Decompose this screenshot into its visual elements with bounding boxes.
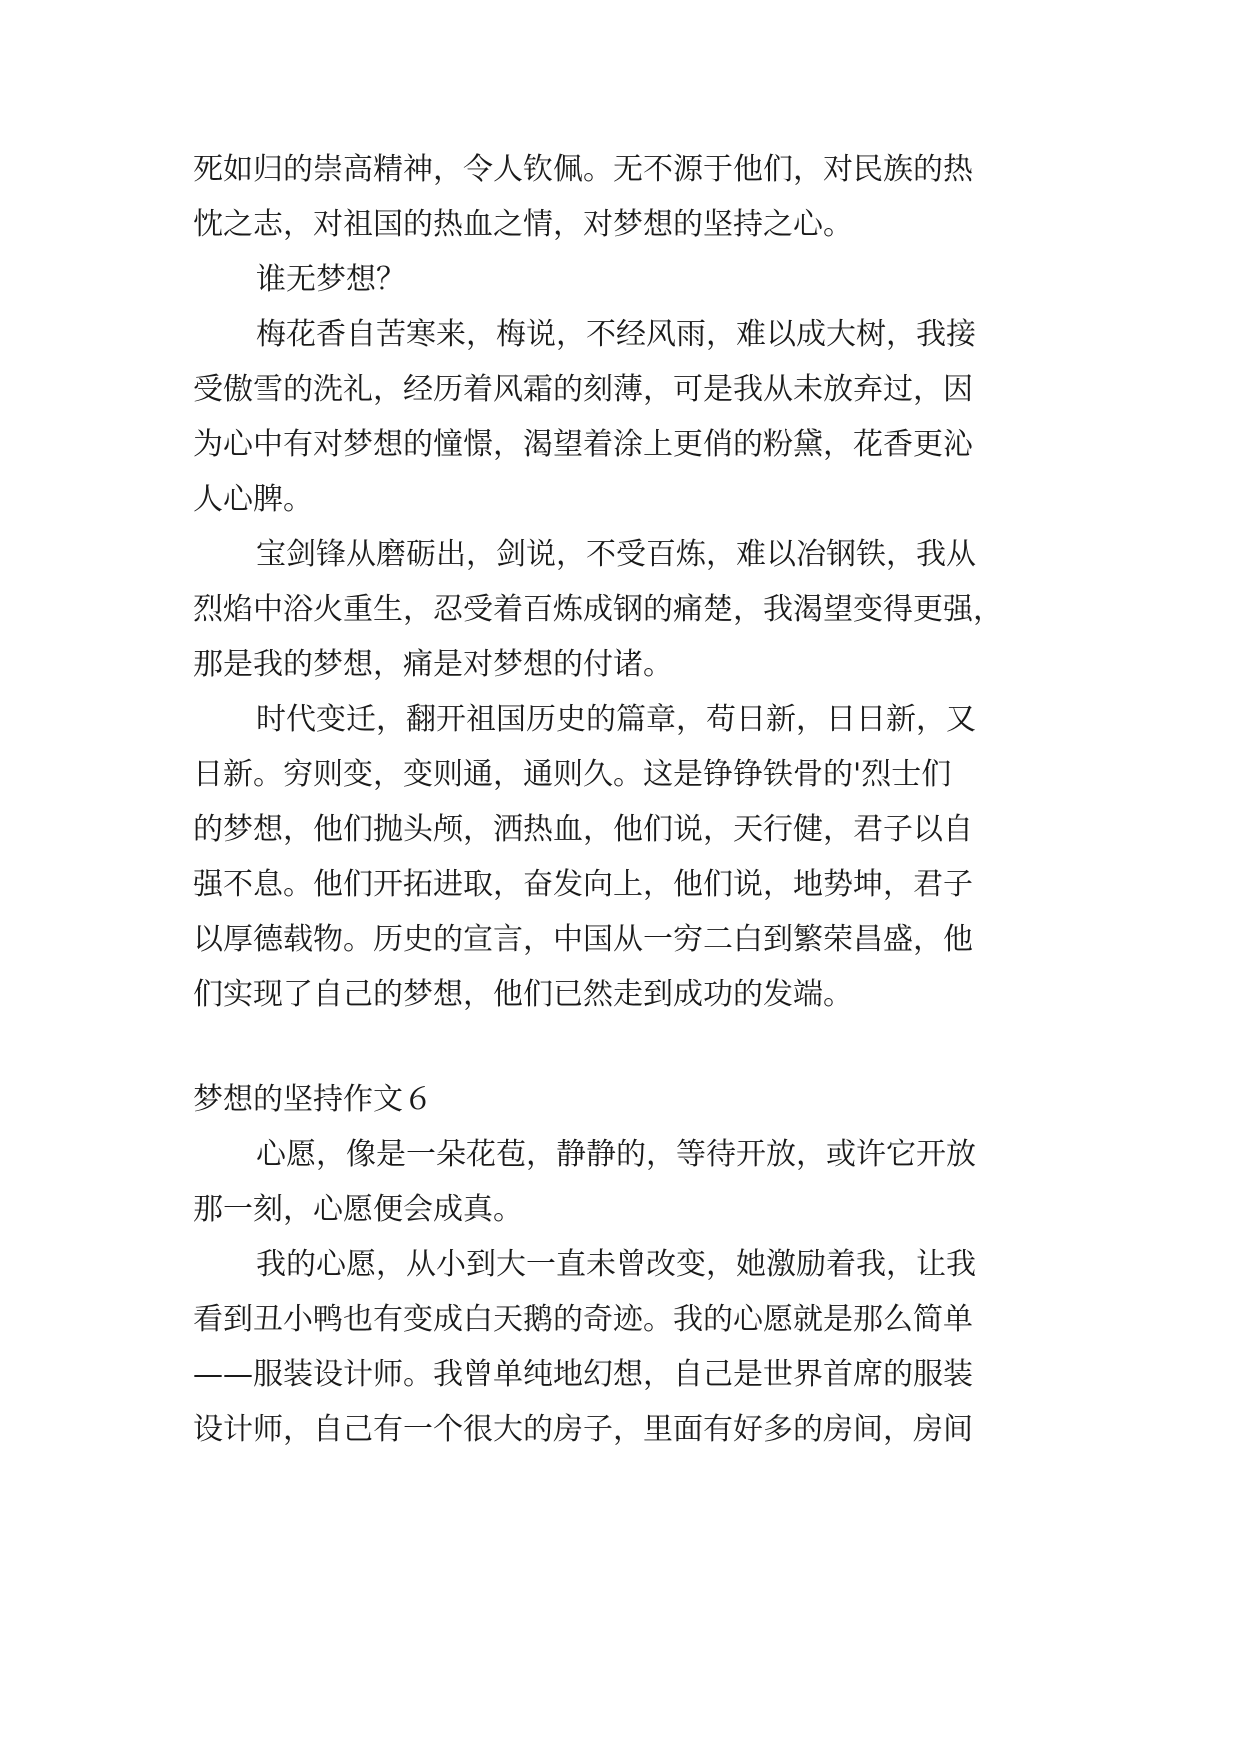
text-line: 日新。穷则变，变则通，通则久。这是铮铮铁骨的'烈士们 bbox=[193, 757, 952, 792]
text-line: 看到丑小鸭也有变成白天鹅的奇迹。我的心愿就是那么简单 bbox=[193, 1302, 973, 1337]
text-line: 死如归的崇高精神，令人钦佩。无不源于他们，对民族的热 bbox=[193, 152, 973, 187]
text-line: 梅花香自苦寒来，梅说，不经风雨，难以成大树，我接 bbox=[256, 317, 976, 352]
text-line: 受傲雪的洗礼，经历着风霜的刻薄，可是我从未放弃过，因 bbox=[193, 372, 973, 407]
text-line: 烈焰中浴火重生，忍受着百炼成钢的痛楚，我渴望变得更强， bbox=[193, 592, 1003, 627]
text-line: 的梦想，他们抛头颅，洒热血，他们说，天行健，君子以自 bbox=[193, 812, 973, 847]
text-line: 人心脾。 bbox=[193, 482, 313, 517]
text-line: 们实现了自己的梦想，他们已然走到成功的发端。 bbox=[193, 977, 853, 1012]
text-line: 那一刻，心愿便会成真。 bbox=[193, 1192, 523, 1227]
text-line: 宝剑锋从磨砺出，剑说，不受百炼，难以冶钢铁，我从 bbox=[256, 537, 976, 572]
text-line: 心愿，像是一朵花苞，静静的，等待开放，或许它开放 bbox=[256, 1137, 976, 1172]
text-line: 那是我的梦想，痛是对梦想的付诸。 bbox=[193, 647, 673, 682]
text-line: 时代变迁，翻开祖国历史的篇章，苟日新，日日新，又 bbox=[256, 702, 976, 737]
text-line: 以厚德载物。历史的宣言，中国从一穷二白到繁荣昌盛，他 bbox=[193, 922, 973, 957]
text-line: 设计师，自己有一个很大的房子，里面有好多的房间，房间 bbox=[193, 1412, 973, 1447]
text-line: 强不息。他们开拓进取，奋发向上，他们说，地势坤，君子 bbox=[193, 867, 973, 902]
section-heading: 梦想的坚持作文６ bbox=[193, 1082, 433, 1117]
text-line: 为心中有对梦想的憧憬，渴望着涂上更俏的粉黛，花香更沁 bbox=[193, 427, 973, 462]
text-line: 谁无梦想？ bbox=[256, 262, 406, 297]
text-line: ——服装设计师。我曾单纯地幻想，自己是世界首席的服装 bbox=[193, 1357, 973, 1392]
text-line: 忱之志，对祖国的热血之情，对梦想的坚持之心。 bbox=[193, 207, 853, 242]
text-line: 我的心愿，从小到大一直未曾改变，她激励着我，让我 bbox=[256, 1247, 976, 1282]
